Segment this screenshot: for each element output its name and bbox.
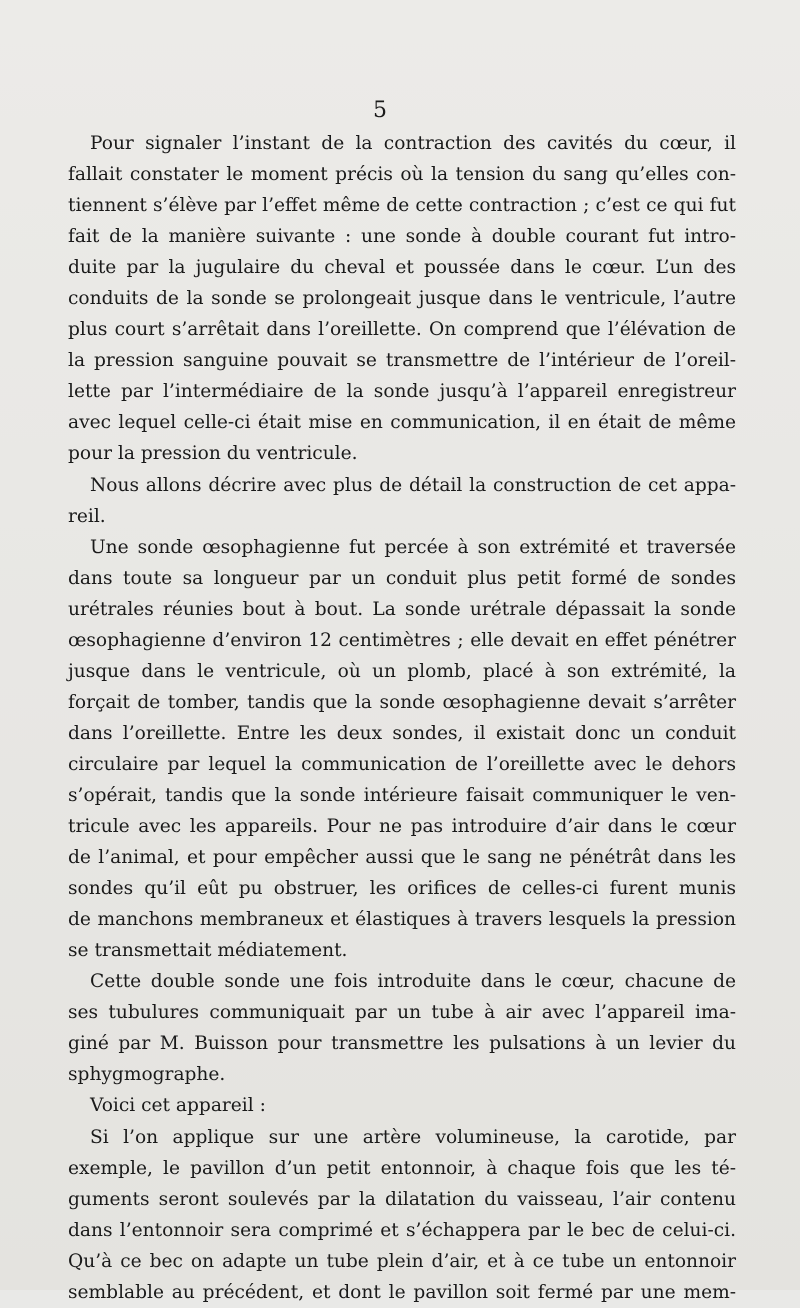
text-line: dans l’oreillette. Entre les deux sondes, il existait donc un conduit (68, 722, 736, 744)
text-line: duite par la jugulaire du cheval et poussée dans le cœur. L’un des (68, 257, 736, 279)
text-line: Qu’à ce bec on adapte un tube plein d’air, et à ce tube un entonnoir (68, 1250, 736, 1272)
text-line: semblable au précédent, et dont le pavillon soit fermé par une mem- (68, 1281, 736, 1303)
text-line: conduits de la sonde se prolongeait jusque dans le ventricule, l’autre (68, 288, 736, 310)
text-line: lette par l’intermédiaire de la sonde jusqu’à l’appareil enregistreur (68, 381, 736, 403)
text-line: tricule avec les appareils. Pour ne pas introduire d’air dans le cœur (68, 816, 736, 838)
text-line: pour la pression du ventricule. (68, 443, 358, 465)
text-line: ses tubulures communiquait par un tube à air avec l’appareil ima- (68, 1002, 736, 1024)
text-line: de l’animal, et pour empêcher aussi que le sang ne pénétrât dans les (68, 847, 736, 869)
text-line: giné par M. Buisson pour transmettre les pulsations à un levier du (68, 1033, 736, 1055)
text-line: sondes qu’il eût pu obstruer, les orifices de celles-ci furent munis (68, 878, 736, 900)
text-line: Pour signaler l’instant de la contraction des cavités du cœur, il (90, 133, 736, 154)
text-line: Si l’on applique sur une artère volumineuse, la carotide, par (90, 1126, 736, 1148)
page-number: 5 (373, 98, 387, 123)
body-text (68, 128, 736, 1308)
text-line: guments seront soulevés par la dilatation du vaisseau, l’air contenu (68, 1188, 736, 1210)
text-line: s’opérait, tandis que la sonde intérieure faisait communiquer le ven- (68, 784, 736, 806)
text-line: reil. (68, 505, 106, 527)
text-line: œsophagienne d’environ 12 centimètres ; elle devait en effet pénétrer (68, 629, 736, 651)
text-line: tiennent s’élève par l’effet même de cette contraction ; c’est ce qui fut (68, 195, 736, 217)
text-line: avec lequel celle-ci était mise en communication, il en était de même (68, 412, 736, 434)
text-line: urétrales réunies bout à bout. La sonde urétrale dépassait la sonde (68, 598, 736, 620)
text-line: Cette double sonde une fois introduite dans le cœur, chacune de (90, 971, 736, 993)
text-line: Une sonde œsophagienne fut percée à son extrémité et traversée (90, 536, 736, 558)
text-line: forçait de tomber, tandis que la sonde œsophagienne devait s’arrêter (68, 691, 736, 713)
text-line: fallait constater le moment précis où la tension du sang qu’elles con- (68, 164, 736, 186)
text-line: fait de la manière suivante : une sonde à double courant fut intro- (68, 226, 736, 248)
text-line: Nous allons décrire avec plus de détail la construction de cet appa- (90, 474, 736, 496)
text-line: se transmettait médiatement. (68, 940, 348, 962)
text-line: circulaire par lequel la communication de l’oreillette avec le dehors (68, 753, 736, 775)
text-line: Voici cet appareil : (90, 1095, 266, 1117)
text-line: dans l’entonnoir sera comprimé et s’échappera par le bec de celui-ci. (68, 1219, 736, 1241)
text-line: plus court s’arrêtait dans l’oreillette. On comprend que l’élévation de (68, 319, 736, 341)
text-line: la pression sanguine pouvait se transmettre de l’intérieur de l’oreil- (68, 350, 736, 372)
text-line: dans toute sa longueur par un conduit plus petit formé de sondes (68, 567, 736, 589)
text-line: sphygmographe. (68, 1064, 226, 1086)
text-line: exemple, le pavillon d’un petit entonnoir, à chaque fois que les té- (68, 1157, 736, 1179)
text-line: jusque dans le ventricule, où un plomb, placé à son extrémité, la (68, 660, 736, 682)
text-line: de manchons membraneux et élastiques à travers lesquels la pression (68, 909, 736, 931)
